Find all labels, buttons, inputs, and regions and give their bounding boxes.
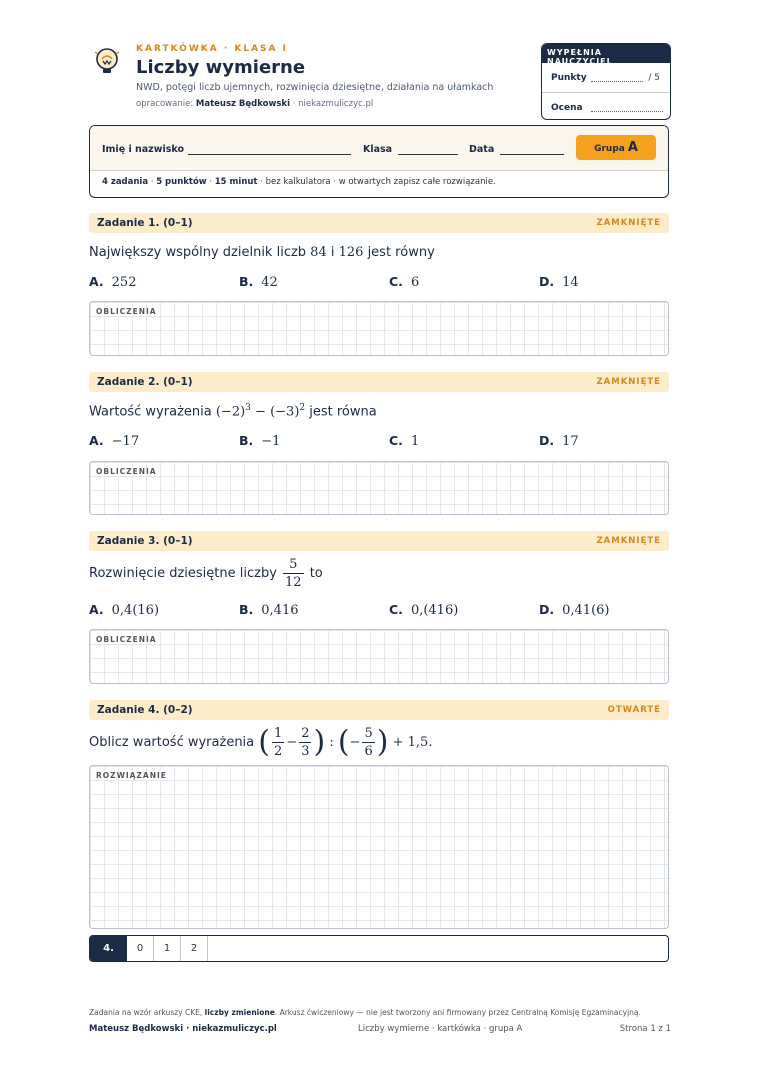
- task-1-question: [89, 245, 435, 260]
- task-3-option-b[interactable]: [239, 602, 299, 618]
- q2-base-b: (−3): [270, 404, 300, 420]
- q2-text2: jest równa: [305, 404, 377, 420]
- q4-negative: −: [349, 735, 361, 750]
- paren-open: (: [337, 724, 350, 760]
- task-1-option-a[interactable]: [89, 274, 136, 290]
- q4-fraction-3: [362, 726, 374, 759]
- task-1-option-b[interactable]: [239, 274, 278, 290]
- task-2-work-area[interactable]: [89, 461, 669, 515]
- paren-close: ): [313, 724, 326, 760]
- q2-text: Wartość wyrażenia: [89, 404, 216, 420]
- fraction-denominator: 2: [274, 744, 283, 759]
- points-label: Punkty: [551, 73, 587, 83]
- q4-fraction-2: [299, 726, 311, 759]
- task-2-option-a[interactable]: [89, 433, 139, 449]
- option-letter: A.: [89, 274, 104, 289]
- q2-base-a: (−2): [215, 404, 246, 420]
- footer-note: [89, 1008, 641, 1017]
- option-value: 0,4(16): [111, 603, 160, 618]
- option-letter: C.: [389, 602, 403, 617]
- task-1-type: ZAMKNIĘTE: [596, 218, 661, 228]
- q3-fraction: [283, 557, 304, 590]
- task-2-option-d[interactable]: [539, 433, 579, 449]
- credit: [136, 99, 526, 109]
- date-label: Data: [469, 144, 495, 155]
- task-3-type: ZAMKNIĘTE: [596, 536, 661, 546]
- test-info: 4 zadania · 5 punktów · 15 minut · bez kalkulatora · w otwartych zapisz całe rozwiązanie.: [102, 177, 496, 187]
- work-area-label: ROZWIĄZANIE: [96, 771, 167, 780]
- name-field[interactable]: [188, 154, 351, 155]
- work-area-label: OBLICZENIA: [96, 635, 157, 644]
- name-label: Imię i nazwisko: [102, 144, 184, 155]
- task-2-header: [89, 372, 669, 392]
- task-4-type: OTWARTE: [607, 705, 661, 715]
- teacher-box-heading: WYPEŁNIA NAUCZYCIEL: [542, 44, 670, 63]
- page-title: Liczby wymierne: [136, 57, 306, 78]
- fraction-numerator: 5: [283, 557, 304, 574]
- fraction-numerator: 2: [301, 726, 310, 741]
- q1-text2: i: [326, 245, 339, 260]
- header: [136, 44, 526, 109]
- option-value: 17: [562, 434, 579, 449]
- option-letter: D.: [539, 433, 555, 448]
- option-letter: D.: [539, 274, 555, 289]
- points-row: [542, 63, 670, 92]
- q3-text2: to: [305, 566, 323, 581]
- note-rest: . Arkusz ćwiczeniowy — nie jest tworzony ani firmowany przez Centralną Komisję Egzaminacyjną.: [274, 1008, 641, 1017]
- task-3-question: [89, 557, 323, 590]
- option-letter: A.: [89, 433, 104, 448]
- task-4-question: [89, 726, 432, 759]
- paren-open: (: [258, 724, 270, 760]
- q1-number-b: 126: [338, 245, 364, 260]
- lightbulb-icon: [92, 46, 122, 76]
- option-value: −1: [261, 434, 281, 449]
- task-3-option-a[interactable]: [89, 602, 159, 618]
- class-field[interactable]: [398, 154, 458, 155]
- info-time: 15 minut: [214, 177, 258, 187]
- task-3-option-d[interactable]: [539, 602, 610, 618]
- option-value: 42: [261, 275, 278, 290]
- footer-title: Liczby wymierne · kartkówka · grupa A: [358, 1024, 523, 1034]
- teacher-box: [541, 43, 671, 120]
- credit-site: · niekazmuliczyc.pl: [290, 99, 374, 109]
- score-task-number: 4.: [90, 936, 127, 961]
- q4-tail: + 1,5.: [392, 735, 433, 750]
- option-value: 6: [410, 275, 420, 290]
- task-3-title: Zadanie 3. (0–1): [97, 535, 193, 547]
- option-value: 0,416: [261, 603, 299, 618]
- task-1-option-d[interactable]: [539, 274, 579, 290]
- score-cell-0[interactable]: 0: [127, 936, 154, 961]
- option-letter: B.: [239, 433, 254, 448]
- task-1-title: Zadanie 1. (0–1): [97, 217, 193, 229]
- task-1-header: [89, 213, 669, 233]
- task-1-option-c[interactable]: [389, 274, 419, 290]
- task-1-work-area[interactable]: [89, 301, 669, 356]
- student-fields: [90, 126, 668, 171]
- eyebrow: KARTKÓWKA · KLASA I: [136, 44, 288, 54]
- option-value: 0,41(6): [562, 603, 610, 618]
- score-cell-1[interactable]: 1: [154, 936, 181, 961]
- option-value: 252: [111, 275, 137, 290]
- option-letter: C.: [389, 433, 403, 448]
- group-value: A: [627, 140, 638, 155]
- points-field[interactable]: [591, 81, 643, 82]
- q2-minus: −: [250, 404, 271, 420]
- q1-text: Największy wspólny dzielnik liczb: [89, 245, 311, 260]
- task-4-header: [89, 700, 669, 720]
- paren-close: ): [376, 724, 389, 760]
- q1-number-a: 84: [310, 245, 327, 260]
- footer-page: Strona 1 z 1: [619, 1024, 671, 1034]
- info-points: 5 punktów: [156, 177, 207, 187]
- credit-author: Mateusz Będkowski: [195, 99, 291, 109]
- q4-text: Oblicz wartość wyrażenia: [89, 735, 259, 750]
- task-2-title: Zadanie 2. (0–1): [97, 376, 193, 388]
- q2-exp-b: 2: [299, 403, 306, 413]
- score-row: [89, 935, 669, 962]
- group-label: Grupa: [594, 144, 625, 154]
- fraction-denominator: 6: [364, 744, 373, 759]
- option-value: 14: [562, 275, 579, 290]
- fraction-numerator: 5: [364, 726, 373, 741]
- option-letter: D.: [539, 602, 555, 617]
- work-area-label: OBLICZENIA: [96, 467, 157, 476]
- option-value: 1: [410, 434, 420, 449]
- task-2-option-c[interactable]: [389, 433, 419, 449]
- date-field[interactable]: [500, 154, 564, 155]
- group-badge: [576, 135, 656, 160]
- task-3-option-c[interactable]: [389, 602, 458, 618]
- fraction-denominator: 12: [285, 575, 302, 590]
- q4-op-minus: −: [286, 735, 298, 750]
- q1-text3: jest równy: [363, 245, 435, 260]
- work-area-label: OBLICZENIA: [96, 307, 157, 316]
- fraction-denominator: 3: [301, 744, 310, 759]
- footer-author: Mateusz Będkowski · niekazmuliczyc.pl: [89, 1024, 277, 1034]
- task-2-option-b[interactable]: [239, 433, 280, 449]
- q4-op-divide: :: [329, 735, 334, 750]
- option-letter: B.: [239, 602, 254, 617]
- grade-field[interactable]: [591, 111, 663, 112]
- credit-prefix: opracowanie:: [136, 99, 196, 109]
- option-letter: A.: [89, 602, 104, 617]
- fraction-numerator: 1: [274, 726, 283, 741]
- grade-label: Ocena: [551, 103, 583, 113]
- option-value: 0,(416): [410, 603, 459, 618]
- points-max: / 5: [648, 73, 660, 83]
- option-letter: C.: [389, 274, 403, 289]
- info-rest: · bez kalkulatora · w otwartych zapisz całe rozwiązanie.: [257, 177, 496, 187]
- page-subtitle: NWD, potęgi liczb ujemnych, rozwinięcia dziesiętne, działania na ułamkach: [136, 82, 494, 93]
- task-3-header: [89, 531, 669, 551]
- option-letter: B.: [239, 274, 254, 289]
- note-bold: liczby zmienione: [204, 1008, 275, 1017]
- q2-exp-a: 3: [245, 403, 251, 413]
- grade-row: [542, 92, 670, 120]
- task-2-type: ZAMKNIĘTE: [596, 377, 661, 387]
- task-4-title: Zadanie 4. (0–2): [97, 704, 193, 716]
- class-label: Klasa: [363, 144, 393, 155]
- task-3-work-area[interactable]: [89, 629, 669, 684]
- note-prefix: Zadania na wzór arkuszy CKE,: [89, 1008, 205, 1017]
- task-4-work-area[interactable]: [89, 765, 669, 929]
- option-value: −17: [111, 434, 140, 449]
- student-box: [89, 125, 669, 198]
- score-cell-2[interactable]: 2: [181, 936, 208, 961]
- task-2-question: [89, 403, 377, 419]
- q3-text: Rozwinięcie dziesiętne liczby: [89, 566, 282, 581]
- q4-fraction-1: [272, 726, 284, 759]
- info-tasks: 4 zadania: [102, 177, 149, 187]
